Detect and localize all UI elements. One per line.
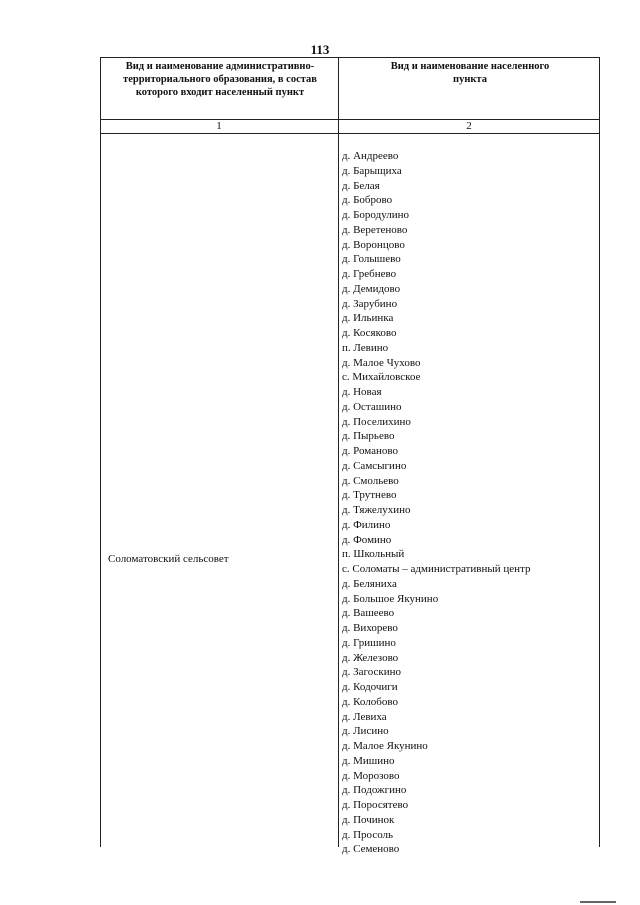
settlement-item: д. Филино	[342, 518, 391, 531]
settlement-item: д. Семеново	[342, 843, 400, 856]
settlement-item: д. Большое Якунино	[342, 592, 439, 605]
settlement-item: д. Колобово	[342, 695, 398, 708]
settlement-item: д. Смольево	[342, 474, 399, 487]
settlement-item: д. Трутнево	[342, 489, 397, 502]
settlement-item: д. Малое Якунино	[342, 740, 428, 752]
header-col2: Вид и наименование населенного пункта	[390, 61, 550, 85]
settlement-item: д. Новая	[342, 386, 382, 398]
settlement-item: д. Косяково	[342, 327, 397, 339]
settlement-item: д. Гришино	[342, 636, 396, 649]
settlement-item: д. Поросятево	[342, 799, 409, 811]
settlement-item: д. Белая	[342, 179, 380, 192]
settlement-item: д. Демидово	[342, 282, 401, 295]
column-number-row-border	[100, 133, 600, 134]
settlement-item: д. Просоль	[342, 828, 394, 841]
table-left-border	[100, 57, 101, 847]
settlement-item: д. Воронцово	[342, 238, 405, 251]
settlement-item: д. Вашеево	[342, 607, 395, 620]
admin-unit-name: Соломатовский сельсовет	[108, 553, 229, 565]
settlement-item: д. Ильинка	[342, 312, 394, 325]
settlement-item: д. Бородулино	[342, 209, 409, 221]
header-col1: Вид и наименование административно-территориального образования, в состав которого входит населенный пункт	[123, 61, 317, 98]
settlement-item: д. Гребнево	[342, 268, 397, 280]
settlement-item: д. Барыщиха	[342, 164, 402, 177]
settlement-item: д. Мишино	[342, 754, 395, 767]
settlement-item: д. Поселихино	[342, 415, 411, 428]
settlement-item: д. Подожгино	[342, 784, 407, 797]
settlement-item: д. Пырьево	[342, 430, 395, 443]
column-divider	[338, 57, 339, 847]
settlement-item: д. Боброво	[342, 194, 393, 207]
settlement-item: д. Самсыгино	[342, 459, 407, 472]
settlement-item: д. Морозово	[342, 769, 400, 782]
scan-mark	[580, 901, 616, 903]
settlement-item: д. Голышево	[342, 253, 401, 266]
settlement-item: д. Осташино	[342, 400, 402, 413]
settlement-item: с. Михайловское	[342, 371, 421, 384]
settlement-item: д. Веретеново	[342, 223, 408, 236]
settlement-list	[342, 149, 530, 857]
settlement-item: д. Романово	[342, 445, 399, 457]
page-number: 113	[310, 42, 330, 57]
settlement-item: д. Беляниха	[342, 577, 397, 590]
settlement-item: д. Лисино	[342, 725, 389, 738]
settlement-item: д. Железово	[342, 651, 399, 664]
settlement-item: д. Починок	[342, 813, 395, 826]
settlement-item: п. Школьный	[342, 548, 405, 561]
settlement-item: с. Соломаты – административный центр	[342, 563, 531, 575]
table-top-border	[100, 57, 600, 58]
settlement-item: д. Тяжелухино	[342, 504, 411, 516]
settlements-table	[100, 57, 600, 856]
column-number-2: 2	[466, 120, 472, 132]
settlement-item: д. Загоскино	[342, 666, 402, 679]
settlement-item: д. Кодочиги	[342, 681, 398, 693]
settlement-item: п. Левино	[342, 341, 389, 354]
settlement-item: д. Зарубино	[342, 297, 398, 310]
settlement-item: д. Андреево	[342, 150, 399, 162]
settlement-item: д. Малое Чухово	[342, 356, 421, 369]
column-number-1: 1	[216, 120, 222, 132]
table-right-border	[599, 57, 600, 847]
settlement-item: д. Фомино	[342, 533, 392, 546]
settlement-item: д. Левиха	[342, 710, 387, 723]
settlement-item: д. Вихорево	[342, 622, 398, 634]
